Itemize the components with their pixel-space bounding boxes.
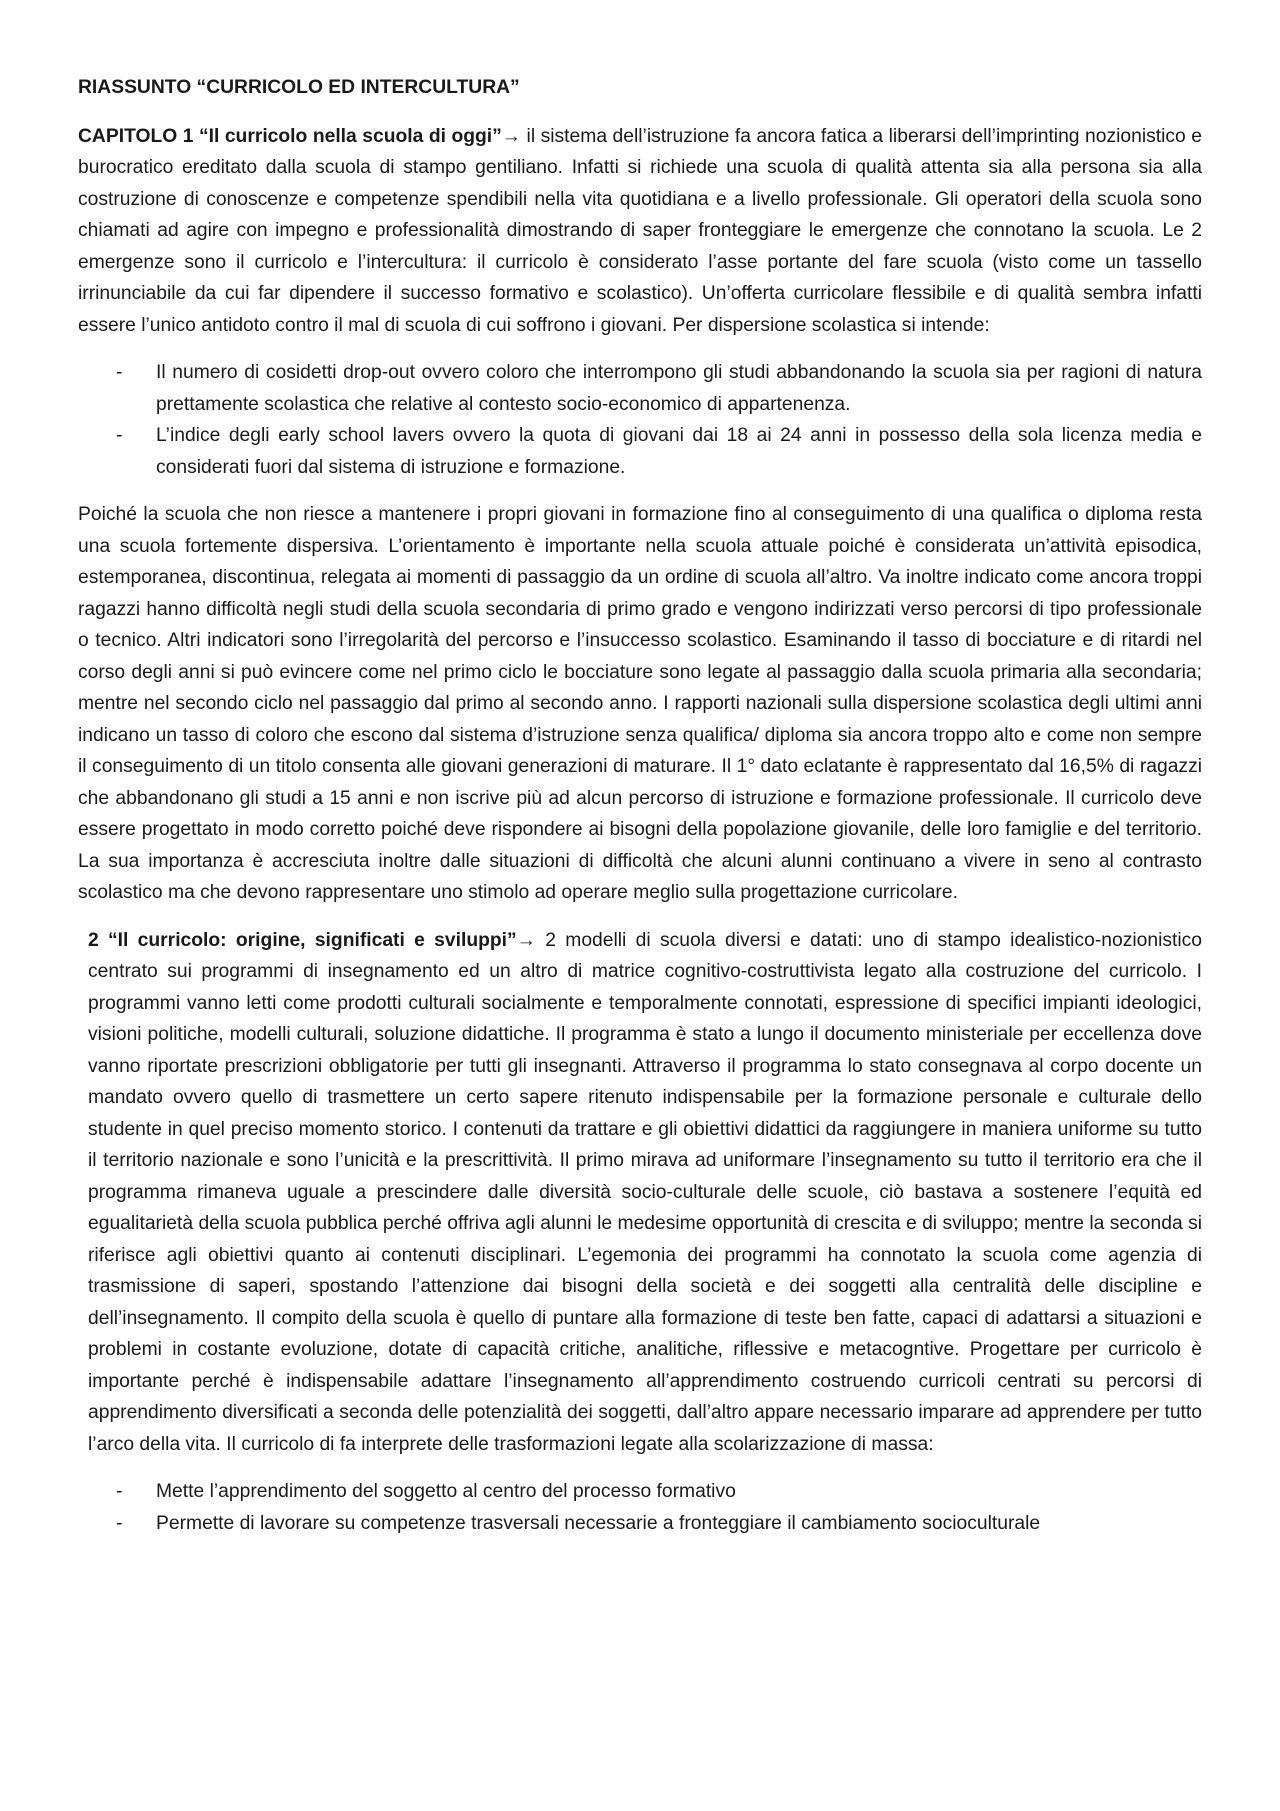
dash-bullet-icon: - (116, 1512, 123, 1534)
chapter1-heading: CAPITOLO 1 “Il curricolo nella scuola di oggi” (78, 125, 502, 147)
list-item (78, 357, 1202, 420)
list-item-text: L’indice degli early school lavers ovvero la quota di giovani dai 18 ai 24 anni in possesso della sola licenza media e considerati fuori dal sistema di istruzione e formazione. (156, 425, 1202, 478)
chapter1-bullet-list (78, 357, 1202, 483)
chapter2-text: 2 modelli di scuola diversi e datati: uno di stampo idealistico-nozionistico centrato sui programmi di insegnamento ed un altro di matrice cognitivo-costruttivista legato alla costruzione del curricolo. I programmi vanno letti come prodotti culturali socialmente e temporalmente connotati, espressione di specifici impianti ideologici, visioni politiche, modelli culturali, soluzione didattiche. Il programma è stato a lungo il documento ministeriale per eccellenza dove vanno riportate prescrizioni obbligatorie per tutti gli insegnanti. Attraverso il programma lo stato consegnava al corpo docente un mandato ovvero quello di trasmettere un certo sapere ritenuto indispensabile per la formazione personale e culturale dello studente in quel preciso momento storico. I contenuti da trattare e gli obiettivi didattici da raggiungere in maniera uniforme su tutto il territorio nazionale e sono l’unicità e la prescrittività. Il primo mirava ad uniformare l’insegnamento su tutto il territorio era che il programma rimaneva uguale a prescindere dalle diversità socio-culturale delle scuole, ciò bastava a sostenere l’equità ed egualitarietà della scuola pubblica perché offriva agli alunni le medesime opportunità di crescita e di sviluppo; mentre la seconda si riferisce agli obiettivi quanto ai contenuti disciplinari. L’egemonia dei programmi ha connotato la scuola come agenzia di trasmissione di saperi, spostando l’attenzione dai bisogni della società e dei soggetti alla centralità delle discipline e dell’insegnamento. Il compito della scuola è quello di puntare alla formazione di teste ben fatte, capaci di adattarsi a situazioni e problemi in costante evoluzione, dotate di capacità critiche, analitiche, riflessive e metacogntive. Progettare per curricolo è importante perché è indispensabile adattare l’insegnamento all’apprendimento costruendo curricoli centrati su percorsi di apprendimento diversificati a seconda delle potenzialità dei soggetti, dall’altro appare necessario imparare ad apprendere per tutto l’arco della vita. Il curricolo di fa interprete delle trasformazioni legate alla scolarizzazione di massa: (88, 929, 1202, 1455)
chapter1-paragraph-2: Poiché la scuola che non riesce a mantenere i propri giovani in formazione fino al conseguimento di una qualifica o diploma resta una scuola fortemente dispersiva. L’orientamento è importante nella scuola attuale poiché è considerata un’attività episodica, estemporanea, discontinua, relegata ai momenti di passaggio da un ordine di scuola all’altro. Va inoltre indicato come ancora troppi ragazzi hanno difficoltà negli studi della scuola secondaria di primo grado e vengono indirizzati verso percorsi di tipo professionale o tecnico. Altri indicatori sono l’irregolarità del percorso e l’insuccesso scolastico. Esaminando il tasso di bocciature e di ritardi nel corso degli anni si può evincere come nel primo ciclo le bocciature sono legate al passaggio dalla scuola primaria alla secondaria; mentre nel secondo ciclo nel passaggio dal primo al secondo anno. I rapporti nazionali sulla dispersione scolastica degli ultimi anni indicano un tasso di coloro che escono dal sistema d’istruzione senza qualifica/ diploma sia ancora troppo alto e come non sempre il conseguimento di un titolo consenta alle giovani generazioni di maturare. Il 1° dato eclatante è rappresentato dal 16,5% di ragazzi che abbandonano gli studi a 15 anni e non iscrive più ad alcun percorso di istruzione e formazione professionale. Il curricolo deve essere progettato in modo corretto poiché deve rispondere ai bisogni della popolazione giovanile, delle loro famiglie e del territorio. La sua importanza è accresciuta inoltre dalle situazioni di difficoltà che alcuni alunni continuano a vivere in seno al contrasto scolastico ma che devono rappresentare uno stimolo ad operare meglio sulla progettazione curricolare. (78, 504, 1202, 903)
dash-bullet-icon: - (116, 425, 123, 446)
chapter1-paragraph (78, 121, 1202, 342)
arrow-right-icon: → (501, 125, 522, 147)
chapter2-heading: 2 “Il curricolo: origine, significati e sviluppi” (88, 929, 517, 951)
chapter1-text: il sistema dell’istruzione fa ancora fatica a liberarsi dell’imprinting nozionistico e burocratico ereditato dalla scuola di stampo gentiliano. Infatti si richiede una scuola di qualità attenta sia alla persona sia alla costruzione di conoscenze e competenze spendibili nella vita quotidiana e a livello professionale. Gli operatori della scuola sono chiamati ad agire con impegno e professionalità dimostrando di saper fronteggiare le emergenze che connotano la scuola. Le 2 emergenze sono il curricolo e l’intercultura: il curricolo è considerato l’asse portante del fare scuola (visto come un tassello irrinunciabile da cui far dipendere il successo formativo e scolastico). Un’offerta curricolare flessibile e di qualità sembra infatti essere l’unico antidoto contro il mal di scuola di cui soffrono i giovani. Per dispersione scolastica si intende: (78, 125, 1202, 336)
list-item (78, 420, 1202, 483)
chapter2-bullet-list (78, 1476, 1202, 1539)
arrow-right-icon: → (516, 929, 536, 951)
chapter2-paragraph (78, 925, 1202, 1461)
dash-bullet-icon: - (116, 1481, 123, 1502)
document-page (78, 72, 1202, 1555)
list-item (78, 1476, 1202, 1508)
list-item (78, 1508, 1202, 1540)
list-item-text: Permette di lavorare su competenze trasversali necessarie a fronteggiare il cambiamento socioculturale (156, 1512, 1041, 1534)
dash-bullet-icon: - (116, 362, 123, 383)
document-title: RIASSUNTO “CURRICOLO ED INTERCULTURA” (78, 77, 520, 98)
list-item-text: Mette l’apprendimento del soggetto al centro del processo formativo (156, 1481, 736, 1502)
list-item-text: Il numero di cosidetti drop-out ovvero coloro che interrompono gli studi abbandonando la scuola sia per ragioni di natura prettamente scolastica che relative al contesto socio-economico di appartenenza. (156, 362, 1202, 415)
